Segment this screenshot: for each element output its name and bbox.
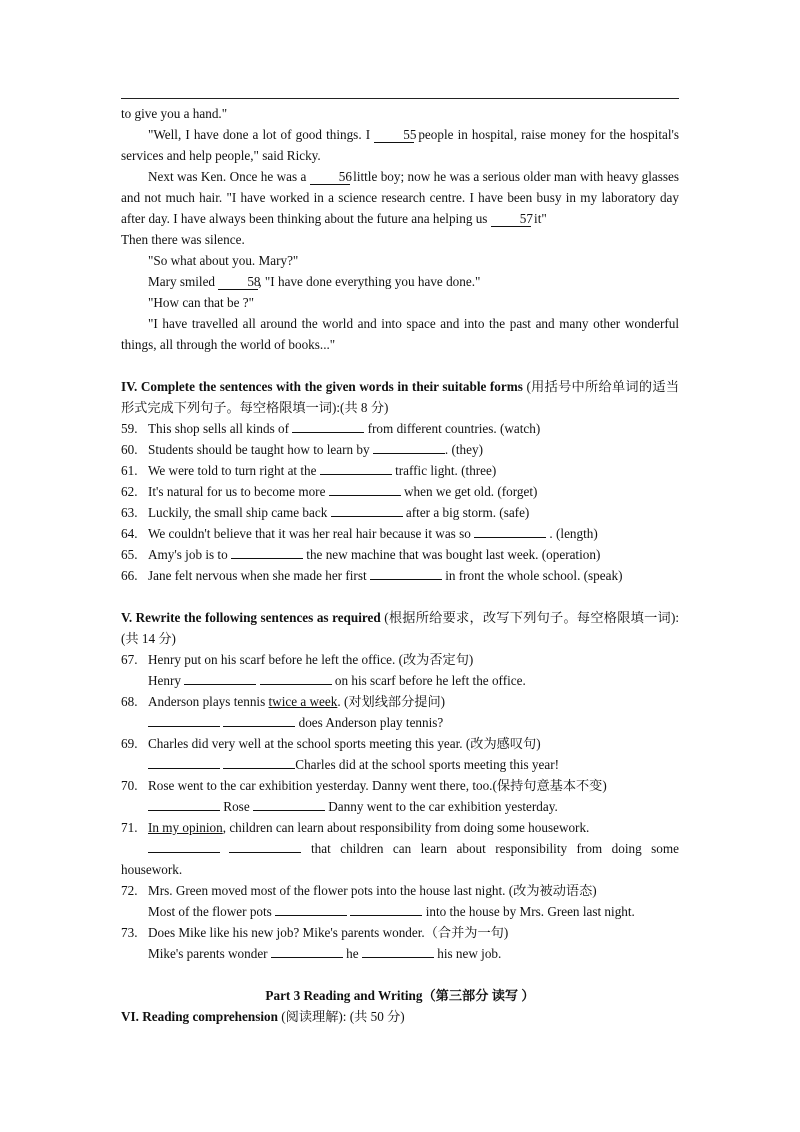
section-5-heading: V. Rewrite the following sentences as required (根据所给要求，改写下列句子。每空格限填一词):(共 14 分) (121, 610, 679, 646)
passage-line-4: Mary smiled 58, "I have done everything you have done." (148, 274, 481, 289)
answer-68: does Anderson play tennis? (121, 712, 679, 733)
section-4-heading: IV. Complete the sentences with the given words in their suitable forms (用括号中所给单词的适当形式完成下列句子。每空格限填一词):(共 8 分) (121, 379, 679, 415)
passage-paragraph-1: "Well, I have done a lot of good things. I 55 people in hospital, raise money for the hospital's services and help people," said Ricky. (121, 127, 680, 163)
section-6-heading: VI. Reading comprehension (阅读理解): (共 50 分) (121, 1009, 405, 1024)
question-64: 64. We couldn't believe that it was her real hair because it was so . (length) (121, 526, 598, 541)
answer-73: Mike's parents wonder he his new job. (148, 946, 502, 961)
answer-blank[interactable] (271, 945, 343, 958)
passage-line-5: "How can that be ?" (148, 295, 254, 310)
answer-blank[interactable] (184, 672, 256, 685)
blank-58[interactable]: 58 (218, 274, 258, 290)
passage-paragraph-6: "I have travelled all around the world and into space and into the past and many other wonderful things, all through the world of books..." (121, 316, 679, 352)
question-65: 65. Amy's job is to the new machine that was bought last week. (operation) (121, 547, 601, 562)
answer-blank[interactable] (331, 504, 403, 517)
question-72: 72. Mrs. Green moved most of the flower pots into the house last night. (改为被动语态) (121, 883, 597, 898)
question-63: 63. Luckily, the small ship came back after a big storm. (safe) (121, 505, 530, 520)
header-rule (121, 98, 679, 99)
answer-blank[interactable] (320, 462, 392, 475)
passage-line-3: "So what about you. Mary?" (148, 253, 299, 268)
question-61: 61. We were told to turn right at the traffic light. (three) (121, 463, 497, 478)
answer-70: Rose Danny went to the car exhibition yesterday. (121, 796, 679, 817)
answer-blank[interactable] (223, 756, 295, 769)
question-69: 69. Charles did very well at the school sports meeting this year. (改为感叹句) (121, 736, 541, 751)
answer-69: Charles did at the school sports meeting this year! (121, 754, 679, 775)
question-67: 67. Henry put on his scarf before he left the office. (改为否定句) (121, 652, 474, 667)
question-62: 62. It's natural for us to become more when we get old. (forget) (121, 484, 538, 499)
answer-blank[interactable] (148, 714, 220, 727)
section-4-items (121, 418, 679, 586)
answer-blank[interactable] (350, 903, 422, 916)
answer-blank[interactable] (329, 483, 401, 496)
answer-blank[interactable] (275, 903, 347, 916)
answer-67: Henry on his scarf before he left the office. (148, 673, 526, 688)
part-3-title: Part 3 Reading and Writing（第三部分 读写 ） (265, 988, 535, 1003)
question-73: 73. Does Mike like his new job? Mike's parents wonder.（合并为一句) (121, 925, 509, 940)
answer-blank[interactable] (362, 945, 434, 958)
passage-line-silence: Then there was silence. (121, 232, 245, 247)
answer-blank[interactable] (223, 714, 295, 727)
blank-55[interactable]: 55 (374, 127, 414, 143)
answer-blank[interactable] (229, 840, 301, 853)
answer-71: that children can learn about responsibility from doing some housework. (121, 841, 680, 877)
question-70: 70. Rose went to the car exhibition yesterday. Danny went there, too.(保持句意基本不变) (121, 778, 607, 793)
question-60: 60. Students should be taught how to learn by . (they) (121, 442, 483, 457)
question-71: 71. In my opinion, children can learn about responsibility from doing some housework. (121, 820, 590, 835)
blank-56[interactable]: 56 (310, 169, 350, 185)
blank-57[interactable]: 57 (491, 211, 531, 227)
answer-blank[interactable] (292, 420, 364, 433)
answer-blank[interactable] (148, 840, 220, 853)
question-68: 68. Anderson plays tennis twice a week. (对划线部分提问) (121, 694, 446, 709)
passage-paragraph-2: Next was Ken. Once he was a 56 little boy; now he was a serious older man with heavy glasses and not much hair. "I have worked in a science research centre. I have been busy in my laboratory day after day. I have always been thinking about the future ana helping us 57 it" (121, 169, 680, 226)
answer-blank[interactable] (373, 441, 445, 454)
answer-blank[interactable] (253, 798, 325, 811)
answer-blank[interactable] (148, 756, 220, 769)
answer-blank[interactable] (260, 672, 332, 685)
answer-blank[interactable] (474, 525, 546, 538)
answer-blank[interactable] (148, 798, 220, 811)
answer-blank[interactable] (231, 546, 303, 559)
answer-blank[interactable] (370, 567, 442, 580)
question-59: 59. This shop sells all kinds of from different countries. (watch) (121, 421, 541, 436)
passage-line-0: to give you a hand." (121, 106, 228, 121)
answer-72: Most of the flower pots into the house by Mrs. Green last night. (148, 904, 635, 919)
question-66: 66. Jane felt nervous when she made her first in front the whole school. (speak) (121, 568, 623, 583)
page-content (121, 103, 679, 1027)
